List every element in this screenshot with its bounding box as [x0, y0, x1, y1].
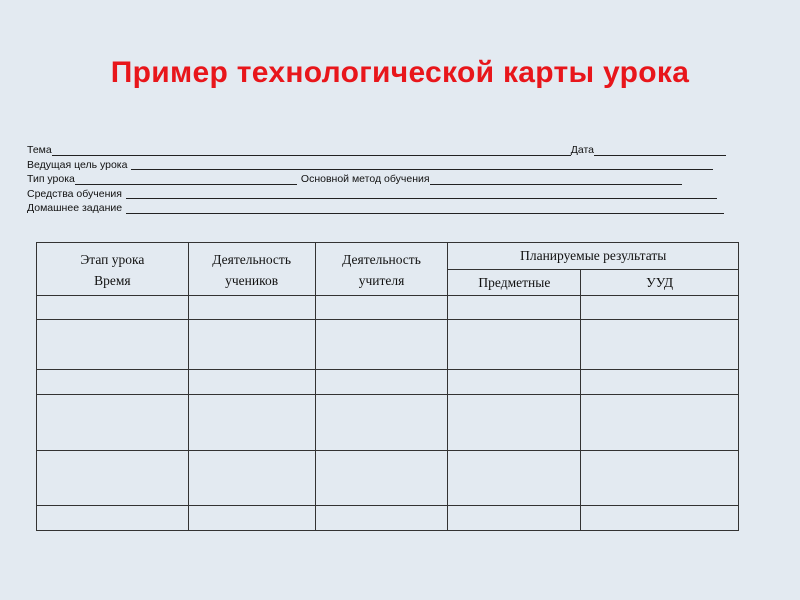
planned-results-header: Планируемые результаты — [448, 243, 739, 270]
table-cell[interactable] — [448, 320, 581, 370]
table-cell[interactable] — [315, 320, 448, 370]
uud-header: УУД — [581, 270, 739, 296]
table-cell[interactable] — [315, 296, 448, 320]
table-cell[interactable] — [581, 451, 739, 506]
means-field-line — [27, 187, 726, 202]
table-header-row — [37, 243, 739, 270]
table-cell[interactable] — [448, 451, 581, 506]
homework-field-line — [27, 201, 726, 216]
homework-label: Домашнее задание — [27, 202, 123, 214]
stage-header-line1: Этап урока — [80, 252, 145, 267]
page-title: Пример технологической карты урока — [110, 56, 690, 89]
table-cell[interactable] — [188, 370, 315, 395]
table-cell[interactable] — [315, 395, 448, 451]
table-row — [37, 395, 739, 451]
date-label: Дата — [570, 144, 594, 156]
goal-label: Ведущая цель урока — [27, 158, 128, 171]
table-cell[interactable] — [581, 296, 739, 320]
table-cell[interactable] — [448, 296, 581, 320]
subject-results-header: Предметные — [448, 270, 581, 296]
table-cell[interactable] — [37, 370, 189, 395]
table-cell[interactable] — [581, 506, 739, 531]
table-row — [37, 506, 739, 531]
table-cell[interactable] — [448, 370, 581, 395]
table-cell[interactable] — [188, 320, 315, 370]
stage-header-line2: Время — [94, 273, 131, 288]
table-cell[interactable] — [37, 296, 189, 320]
topic-blank — [52, 145, 571, 156]
table-row — [37, 451, 739, 506]
teacher-header-line1: Деятельность — [342, 252, 421, 267]
table-row — [37, 320, 739, 370]
goal-blank — [131, 159, 713, 170]
teacher-header-line2: учителя — [358, 273, 405, 288]
stage-header — [37, 243, 189, 296]
table-cell[interactable] — [581, 320, 739, 370]
table-cell[interactable] — [581, 370, 739, 395]
students-header-line1: Деятельность — [212, 252, 291, 267]
students-activity-header — [188, 243, 315, 296]
lesson-type-blank — [75, 174, 297, 185]
table-cell[interactable] — [37, 451, 189, 506]
type-method-field-line — [27, 172, 726, 187]
means-blank — [126, 188, 717, 199]
table-cell[interactable] — [581, 395, 739, 451]
means-label: Средства обучения — [27, 187, 122, 200]
teacher-activity-header — [315, 243, 448, 296]
table-row — [37, 296, 739, 320]
table-cell[interactable] — [188, 296, 315, 320]
table-cell[interactable] — [37, 395, 189, 451]
table-cell[interactable] — [315, 451, 448, 506]
table-cell[interactable] — [37, 506, 189, 531]
table-cell[interactable] — [188, 506, 315, 531]
table-cell[interactable] — [188, 395, 315, 451]
lesson-type-label: Тип урока — [27, 173, 75, 185]
students-header-line2: учеников — [225, 273, 279, 288]
table-cell[interactable] — [448, 395, 581, 451]
topic-label: Тема — [27, 144, 52, 156]
table-cell[interactable] — [37, 320, 189, 370]
topic-field-line — [27, 143, 726, 158]
goal-field-line — [27, 158, 726, 173]
table-cell[interactable] — [315, 506, 448, 531]
method-label: Основной метод обучения — [300, 173, 430, 185]
homework-blank — [126, 203, 724, 214]
table-row — [37, 370, 739, 395]
date-blank — [594, 145, 726, 156]
method-blank — [430, 174, 682, 185]
table-cell[interactable] — [448, 506, 581, 531]
table-cell[interactable] — [315, 370, 448, 395]
lesson-plan-table — [36, 242, 739, 531]
lesson-fields — [27, 143, 726, 216]
table-cell[interactable] — [188, 451, 315, 506]
